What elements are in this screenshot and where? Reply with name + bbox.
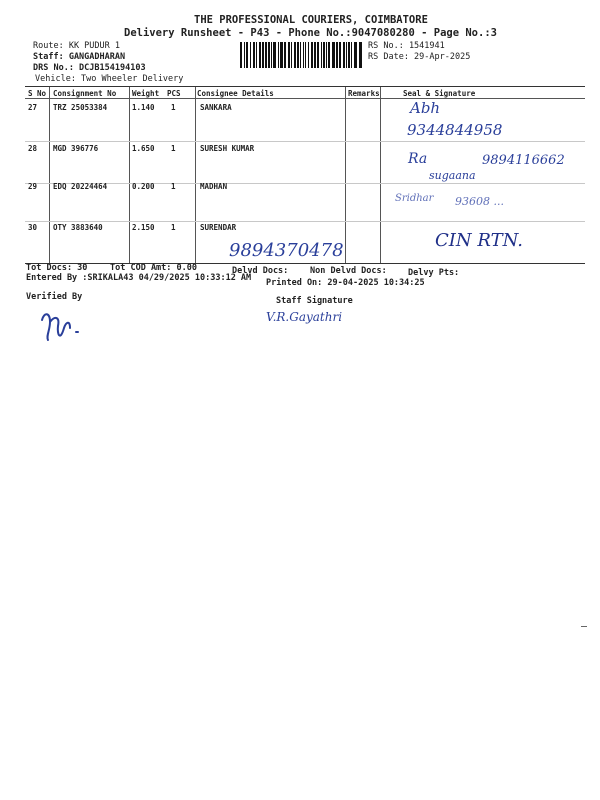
barcode-bar [250, 42, 251, 68]
barcode-bar [305, 42, 306, 68]
row-sno: 28 [28, 144, 38, 153]
barcode-bar [359, 42, 362, 68]
barcode-bar [262, 42, 264, 68]
header-pcs: PCS [167, 89, 181, 98]
barcode-bar [294, 42, 296, 68]
header-remarks: Remarks [348, 89, 380, 98]
row-weight: 2.150 [132, 223, 155, 232]
barcode-bar [280, 42, 283, 68]
barcode-bar [354, 42, 357, 68]
row-consignee: SURENDAR [200, 223, 237, 232]
drs-number: DRS No.: DCJB154194103 [33, 63, 146, 73]
rs-date: RS Date: 29-Apr-2025 [368, 52, 471, 62]
row-weight: 0.200 [132, 182, 155, 191]
verifier-signature [36, 306, 92, 346]
barcode-bar [291, 42, 292, 68]
row-weight: 1.140 [132, 103, 155, 112]
barcode-bar [351, 42, 352, 68]
barcode-bar [273, 42, 276, 68]
header-consignee: Consignee Details [197, 89, 274, 98]
barcode-bar [271, 42, 272, 68]
handwritten-name: sugaana [429, 169, 476, 182]
staff-handwritten-signature: V.R.Gayathri [266, 310, 343, 324]
printed-on: Printed On: 29-04-2025 10:34:25 [266, 278, 425, 288]
handwritten-rtn: CIN RTN. [435, 230, 523, 251]
handwritten-initial: Ra [408, 151, 428, 167]
entered-by: Entered By :SRIKALA43 04/29/2025 10:33:12 AM [26, 273, 252, 283]
barcode [240, 42, 362, 68]
row-pcs: 1 [171, 103, 176, 112]
barcode-bar [303, 42, 304, 68]
row-consignment: OTY 3883640 [53, 223, 103, 232]
row-consignee: MADHAN [200, 182, 228, 191]
barcode-bar [332, 42, 335, 68]
row-pcs: 1 [171, 223, 176, 232]
barcode-bar [314, 42, 316, 68]
barcode-bar [288, 42, 290, 68]
total-docs: Tot Docs: 30 [26, 263, 88, 273]
barcode-bar [317, 42, 319, 68]
route: Route: KK PUDUR 1 [33, 41, 120, 51]
row-consignment: MGD 396776 [53, 144, 99, 153]
barcode-bar [308, 42, 309, 68]
barcode-bar [256, 42, 257, 68]
barcode-bar [348, 42, 350, 68]
non-delivered-docs: Non Delvd Docs: [310, 266, 387, 276]
vehicle: Vehicle: Two Wheeler Delivery [35, 74, 184, 84]
barcode-bar [321, 42, 322, 68]
rs-number: RS No.: 1541941 [368, 41, 445, 51]
barcode-bar [253, 42, 255, 68]
barcode-bar [297, 42, 299, 68]
handwritten-phone: 9894370478 [229, 240, 344, 261]
barcode-bar [343, 42, 345, 68]
handwritten-signature: Abh [410, 99, 441, 117]
verified-by-label: Verified By [26, 292, 83, 302]
barcode-bar [336, 42, 338, 68]
barcode-bar [300, 42, 301, 68]
row-consignee: SANKARA [200, 103, 232, 112]
barcode-bar [265, 42, 267, 68]
barcode-bar [328, 42, 330, 68]
barcode-bar [323, 42, 325, 68]
barcode-bar [240, 42, 242, 68]
staff: Staff: GANGADHARAN [33, 52, 126, 62]
row-consignment: TRZ 25053384 [53, 103, 108, 112]
barcode-bar [246, 42, 248, 68]
row-weight: 1.650 [132, 144, 155, 153]
barcode-bar [278, 42, 279, 68]
barcode-bar [346, 42, 347, 68]
barcode-bar [326, 42, 327, 68]
barcode-bar [284, 42, 286, 68]
runsheet-table [25, 86, 585, 264]
barcode-bar [268, 42, 270, 68]
staff-signature-label: Staff Signature [276, 296, 353, 306]
delivered-docs: Delvd Docs: [232, 266, 289, 276]
company-name: THE PROFESSIONAL COURIERS, COIMBATORE [194, 14, 428, 26]
barcode-bar [259, 42, 261, 68]
row-sno: 30 [28, 223, 38, 232]
row-sno: 29 [28, 182, 38, 191]
header-seal-signature: Seal & Signature [403, 89, 476, 98]
total-cod: Tot COD Amt: 0.00 [110, 263, 197, 273]
row-consignment: EDQ 20224464 [53, 182, 108, 191]
barcode-bar [339, 42, 341, 68]
row-consignee: SURESH KUMAR [200, 144, 255, 153]
barcode-bar [311, 42, 313, 68]
delivery-points: Delvy Pts: [408, 268, 460, 278]
barcode-bar [244, 42, 245, 68]
header-sno: S No [28, 89, 47, 98]
header-consignment: Consignment No [53, 89, 117, 98]
header-weight: Weight [132, 89, 160, 98]
edge-mark [581, 626, 587, 627]
row-sno: 27 [28, 103, 38, 112]
row-pcs: 1 [171, 144, 176, 153]
row-pcs: 1 [171, 182, 176, 191]
runsheet-subtitle: Delivery Runsheet - P43 - Phone No.:9047080280 - Page No.:3 [124, 27, 497, 39]
handwritten-phone: 9344844958 [407, 121, 503, 139]
handwritten-signature: Sridhar [395, 193, 434, 204]
handwritten-phone: 9894116662 [482, 153, 565, 168]
handwritten-phone: 93608 ... [455, 195, 504, 208]
